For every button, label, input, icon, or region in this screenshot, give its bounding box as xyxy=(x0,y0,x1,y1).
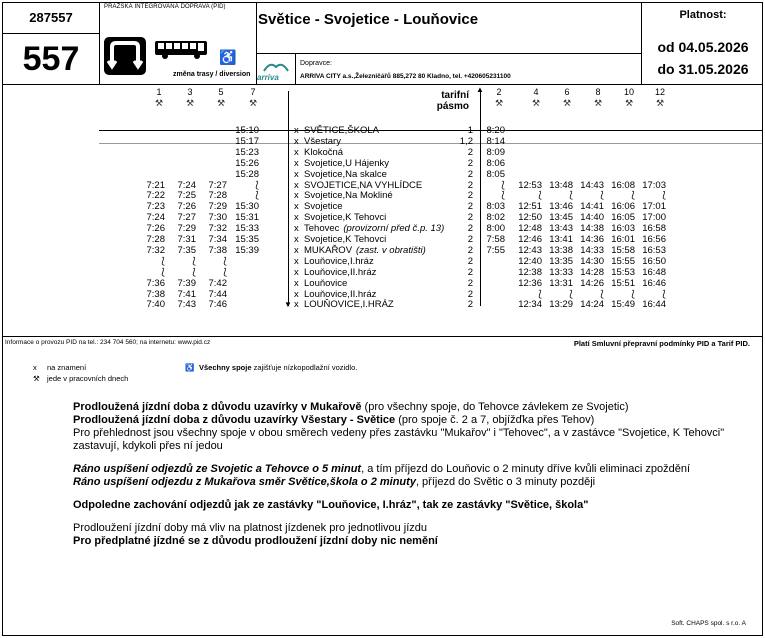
departure-time: 8:14 xyxy=(486,135,505,147)
departure-time: 7:43 xyxy=(177,299,196,311)
departure-time: 15:58 xyxy=(611,244,635,256)
departure-time: 15:28 xyxy=(235,168,259,180)
stop-name: Svojetice,U Hájenky xyxy=(304,157,390,169)
departure-time: 7:35 xyxy=(177,244,196,256)
tariff-zone: 2 xyxy=(467,190,473,202)
departure-time: 16:58 xyxy=(642,223,666,235)
departure-time: 15:31 xyxy=(235,212,259,224)
tariff-zone: 2 xyxy=(467,201,473,213)
diversion-logo-icon xyxy=(104,37,146,75)
departure-time: 12:53 xyxy=(518,179,542,191)
hammer-icon: ⚒ xyxy=(248,98,258,108)
request-stop-symbol: x xyxy=(294,146,299,158)
departure-time: 12:34 xyxy=(518,299,542,311)
info-line: Informace o provozu PID na tel.: 234 704 560; na internetu: www.pid.cz xyxy=(5,339,211,346)
departure-time: 7:24 xyxy=(177,179,196,191)
tariff-zone: 2 xyxy=(467,288,473,300)
departure-time: 7:26 xyxy=(146,223,165,235)
column-number: 7 xyxy=(250,87,256,97)
hammer-icon: ⚒ xyxy=(33,374,40,383)
request-stop-symbol: x xyxy=(294,190,299,202)
departure-time: ⟅ xyxy=(161,266,165,278)
divider xyxy=(295,53,296,85)
stop-name: Tehovec (provizorní před č.p. 13) xyxy=(304,223,445,235)
tariff-zone: 2 xyxy=(467,157,473,169)
bus-icon xyxy=(153,39,211,61)
column-number: 10 xyxy=(623,87,634,97)
departure-time: ⟅ xyxy=(501,190,505,202)
request-stop-symbol: x xyxy=(294,266,299,278)
hammer-icon: ⚒ xyxy=(185,98,195,108)
arrow-head-down-icon: ▼ xyxy=(284,300,292,310)
departure-time: ⟅ xyxy=(600,288,604,300)
tariff-zone: 2 xyxy=(467,212,473,224)
stop-name: Louňovice,I.hráz xyxy=(304,255,374,267)
direction-down-arrow xyxy=(288,91,289,306)
departure-time: 8:20 xyxy=(486,125,505,136)
departure-time: 7:27 xyxy=(177,212,196,224)
departure-time: 13:45 xyxy=(549,212,573,224)
stop-name: SVOJETICE,NA VYHLÍDCE xyxy=(304,179,423,191)
hammer-icon: ⚒ xyxy=(494,98,504,108)
departure-time: 12:48 xyxy=(518,223,542,235)
request-stop-symbol: x xyxy=(294,223,299,235)
divider xyxy=(99,3,100,85)
departure-time: 13:48 xyxy=(549,179,573,191)
tariff-zone: 2 xyxy=(467,179,473,191)
hammer-icon: ⚒ xyxy=(216,98,226,108)
stop-name: Klokočná xyxy=(304,146,344,158)
departure-time: 16:50 xyxy=(642,255,666,267)
request-stop-symbol: x xyxy=(294,288,299,300)
departure-time: 7:32 xyxy=(208,223,227,235)
departure-time: 14:24 xyxy=(580,299,604,311)
tariff-zone: 1,2 xyxy=(459,135,473,147)
departure-time: 7:31 xyxy=(177,234,196,245)
legend-workday xyxy=(33,374,128,383)
request-stop-symbol: x xyxy=(294,234,299,245)
departure-time: ⟅ xyxy=(662,190,666,202)
request-stop-symbol: x xyxy=(294,212,299,224)
zone-label: tarifní xyxy=(441,90,469,101)
legend-text: zajišťuje nízkopodlažní vozidlo. xyxy=(251,363,358,372)
column-number: 12 xyxy=(654,87,665,97)
tariff-zone: 2 xyxy=(467,255,473,267)
departure-time: ⟅ xyxy=(192,255,196,267)
departure-time: 16:06 xyxy=(611,201,635,213)
zone-label: pásmo xyxy=(436,101,469,112)
departure-time: ⟅ xyxy=(631,190,635,202)
validity-to: do 31.05.2026 xyxy=(657,61,749,77)
departure-time: 7:24 xyxy=(146,212,165,224)
note-text: , příjezd do Světic o 3 minuty později xyxy=(415,476,596,488)
request-stop-symbol: x xyxy=(294,255,299,267)
departure-time: 13:33 xyxy=(549,266,573,278)
departure-time: 7:55 xyxy=(486,244,505,256)
request-stop-symbol: x xyxy=(294,168,299,180)
carrier-label: Dopravce: xyxy=(300,60,332,67)
note-bold: Pro předplatné jízdné se z důvodu prodloužení jízdní doby nic nemění xyxy=(73,535,438,547)
departure-time: 13:38 xyxy=(549,244,573,256)
departure-time: 16:03 xyxy=(611,223,635,235)
departure-time: ⟅ xyxy=(161,255,165,267)
departure-time: ⟅ xyxy=(569,288,573,300)
departure-time: 12:51 xyxy=(518,201,542,213)
legend-low-floor xyxy=(185,363,357,372)
stop-note: (provizorní před č.p. 13) xyxy=(343,223,445,235)
departure-time: 8:06 xyxy=(486,157,505,169)
note-text: (pro všechny spoje, do Tehovce závlekem ze Svojetic) xyxy=(361,401,629,413)
stop-name: SVĚTICE,ŠKOLA xyxy=(304,125,379,136)
column-number: 1 xyxy=(156,87,162,97)
departure-time: 16:05 xyxy=(611,212,635,224)
departure-time: ⟅ xyxy=(255,190,259,202)
departure-time: 7:36 xyxy=(146,277,165,289)
tariff-zone: 1 xyxy=(467,125,473,136)
request-stop-symbol: x xyxy=(294,135,299,147)
hammer-icon: ⚒ xyxy=(593,98,603,108)
departure-time: 7:42 xyxy=(208,277,227,289)
departure-time: 15:30 xyxy=(235,201,259,213)
departure-time: 7:41 xyxy=(177,288,196,300)
departure-time: 7:30 xyxy=(208,212,227,224)
departure-time: 7:28 xyxy=(208,190,227,202)
note-bold: Prodloužená jízdní doba z důvodu uzavírky Všestary - Světice xyxy=(73,414,396,426)
stop-name: Svojetice,K Tehovci xyxy=(304,234,387,245)
departure-time: 16:01 xyxy=(611,234,635,245)
arrow-head-up-icon: ▲ xyxy=(476,85,484,94)
departure-time: 13:46 xyxy=(549,201,573,213)
departure-time: 12:43 xyxy=(518,244,542,256)
departure-time: ⟅ xyxy=(192,266,196,278)
departure-time: 7:46 xyxy=(208,299,227,311)
divider xyxy=(641,3,642,85)
request-stop-symbol: x xyxy=(294,299,299,311)
departure-time: 16:48 xyxy=(642,266,666,278)
column-number: 2 xyxy=(496,87,502,97)
departure-time: 15:53 xyxy=(611,266,635,278)
departure-time: ⟅ xyxy=(569,190,573,202)
request-stop-symbol: x xyxy=(294,244,299,256)
departure-time: 12:38 xyxy=(518,266,542,278)
departure-time: 14:40 xyxy=(580,212,604,224)
departure-time: 7:44 xyxy=(208,288,227,300)
departure-time: 14:41 xyxy=(580,201,604,213)
column-number: 8 xyxy=(595,87,601,97)
note-bold: Ráno uspíšení odjezdů ze Svojetic a Tehovce o 5 minut xyxy=(73,463,362,475)
departure-time: ⟅ xyxy=(538,190,542,202)
departure-time: ⟅ xyxy=(223,255,227,267)
departure-time: ⟅ xyxy=(501,179,505,191)
departure-time: ⟅ xyxy=(223,266,227,278)
departure-time: 8:02 xyxy=(486,212,505,224)
departure-time: 17:03 xyxy=(642,179,666,191)
departure-time: 7:26 xyxy=(177,201,196,213)
direction-up-arrow xyxy=(480,91,481,306)
note-text: , a tím příjezd do Louňovic o 2 minuty dříve kvůli eliminaci zpoždění xyxy=(361,463,691,475)
stop-name: MUKAŘOV (zast. v obratišti) xyxy=(304,244,426,256)
departure-time: 15:33 xyxy=(235,223,259,235)
departure-time: 14:36 xyxy=(580,234,604,245)
departure-time: 13:35 xyxy=(549,255,573,267)
column-number: 3 xyxy=(187,87,193,97)
departure-time: 8:03 xyxy=(486,201,505,213)
departure-time: 7:22 xyxy=(146,190,165,202)
stop-name: Svojetice xyxy=(304,201,343,213)
tariff-zone: 2 xyxy=(467,168,473,180)
stop-name: Louňovice,II.hráz xyxy=(304,266,377,278)
note-bold: Odpoledne zachování odjezdů jak ze zastávky "Louňovice, I.hráz", tak ze zastávky "Světice, škola" xyxy=(73,499,589,511)
note-bold: Prodloužená jízdní doba z důvodu uzavírky v Mukařově xyxy=(73,401,362,413)
departure-time: 13:31 xyxy=(549,277,573,289)
note-text: (pro spoje č. 2 a 7, objížďka přes Tehov) xyxy=(395,414,595,426)
departure-time: 15:17 xyxy=(235,135,259,147)
stop-name: Louňovice,II.hráz xyxy=(304,288,377,300)
stop-name: Všestary xyxy=(304,135,341,147)
tariff-zone: 2 xyxy=(467,146,473,158)
timetable-header-divider xyxy=(99,130,762,131)
wheelchair-icon: ♿ xyxy=(219,49,237,65)
stop-name: Svojetice,Na Mokliné xyxy=(304,190,393,202)
tariff-zone: 2 xyxy=(467,244,473,256)
departure-time: ⟅ xyxy=(600,190,604,202)
timetable xyxy=(3,85,762,337)
row-divider xyxy=(99,143,762,144)
departure-time: 16:44 xyxy=(642,299,666,311)
departure-time: 7:40 xyxy=(146,299,165,311)
legend-text: jede v pracovních dnech xyxy=(47,374,129,383)
timetable-sheet xyxy=(2,2,763,636)
note-text: Pro přehlednost jsou všechny spoje v obou směrech vedeny přes zastávku "Mukařov" i "Tehovec", a v zastávce "Svojetice, K Tehovci" zastavují, kdykoli přes ní jedou xyxy=(73,427,725,452)
departure-time: 17:00 xyxy=(642,212,666,224)
stop-name: Svojetice,K Tehovci xyxy=(304,212,387,224)
departure-time: 16:08 xyxy=(611,179,635,191)
legend-bold: Všechny spoje xyxy=(199,363,252,372)
departure-time: 8:00 xyxy=(486,223,505,235)
validity-from: od 04.05.2026 xyxy=(657,39,749,55)
hammer-icon: ⚒ xyxy=(154,98,164,108)
departure-time: 13:41 xyxy=(549,234,573,245)
departure-time: 7:28 xyxy=(146,234,165,245)
departure-time: 14:33 xyxy=(580,244,604,256)
hammer-icon: ⚒ xyxy=(562,98,572,108)
arriva-logo-text: arriva xyxy=(257,73,279,82)
departure-time: ⟅ xyxy=(631,288,635,300)
departure-time: 14:43 xyxy=(580,179,604,191)
departure-time: 7:38 xyxy=(208,244,227,256)
column-number: 4 xyxy=(533,87,539,97)
wheelchair-icon: ♿ xyxy=(185,363,195,372)
departure-time: 12:46 xyxy=(518,234,542,245)
stop-name: Louňovice xyxy=(304,277,348,289)
route-number: 557 xyxy=(3,33,99,85)
departure-time: 14:38 xyxy=(580,223,604,235)
validity-label: Platnost: xyxy=(679,9,727,21)
departure-time: 7:21 xyxy=(146,179,165,191)
column-number: 5 xyxy=(218,87,224,97)
departure-time: 15:35 xyxy=(235,234,259,245)
request-stop-symbol: x xyxy=(294,125,299,136)
note-bold: Ráno uspíšení odjezdu z Mukařova směr Světice,škola o 2 minuty xyxy=(73,476,416,488)
legend-request-stop xyxy=(33,363,86,372)
route-id: 287557 xyxy=(29,10,73,25)
request-stop-symbol: x xyxy=(33,363,37,372)
departure-time: 16:56 xyxy=(642,234,666,245)
header xyxy=(3,3,762,85)
departure-time: ⟅ xyxy=(538,288,542,300)
departure-time: 7:58 xyxy=(486,234,505,245)
departure-time: 7:25 xyxy=(177,190,196,202)
departure-time: 7:29 xyxy=(208,201,227,213)
departure-time: 7:39 xyxy=(177,277,196,289)
departure-time: ⟅ xyxy=(255,179,259,191)
divider xyxy=(256,53,641,54)
departure-time: 12:50 xyxy=(518,212,542,224)
stop-note: (zast. v obratišti) xyxy=(356,244,426,256)
departure-time: 15:10 xyxy=(235,125,259,136)
departure-time: 12:40 xyxy=(518,255,542,267)
request-stop-symbol: x xyxy=(294,157,299,169)
column-number: 6 xyxy=(564,87,570,97)
tariff-zone: 2 xyxy=(467,299,473,311)
departure-time: 14:26 xyxy=(580,277,604,289)
departure-time: 13:43 xyxy=(549,223,573,235)
stop-name: LOUŇOVICE,I.HRÁZ xyxy=(304,299,394,311)
departure-time: 7:32 xyxy=(146,244,165,256)
departure-time: 16:46 xyxy=(642,277,666,289)
notes xyxy=(73,401,763,558)
departure-time: 7:38 xyxy=(146,288,165,300)
legend-text: na znamení xyxy=(47,363,87,372)
note-text: Prodloužení jízdní doby má vliv na platnost jízdenek pro jednotlivou jízdu xyxy=(73,522,428,534)
diversion-label: změna trasy / diversion xyxy=(173,71,251,78)
departure-time: 15:51 xyxy=(611,277,635,289)
departure-time: 7:34 xyxy=(208,234,227,245)
pid-label: PRAŽSKÁ INTEGROVANÁ DOPRAVA (PID) xyxy=(104,4,226,10)
departure-time: 15:39 xyxy=(235,244,259,256)
hammer-icon: ⚒ xyxy=(655,98,665,108)
request-stop-symbol: x xyxy=(294,277,299,289)
request-stop-symbol: x xyxy=(294,201,299,213)
departure-time: 7:27 xyxy=(208,179,227,191)
departure-time: 7:23 xyxy=(146,201,165,213)
tariff-zone: 2 xyxy=(467,266,473,278)
contract-line: Platí Smluvní přepravní podmínky PID a Tarif PID. xyxy=(573,339,750,348)
software-credit: Soft. CHAPS spol. s r.o. A xyxy=(671,620,746,627)
departure-time: 8:09 xyxy=(486,146,505,158)
hammer-icon: ⚒ xyxy=(531,98,541,108)
stop-name: Svojetice,Na skalce xyxy=(304,168,387,180)
departure-time: 17:01 xyxy=(642,201,666,213)
departure-time: 16:53 xyxy=(642,244,666,256)
departure-time: 14:28 xyxy=(580,266,604,278)
carrier-info: ARRIVA CITY a.s.,Železničářů 885,272 80 Kladno, tel. +420605231100 xyxy=(300,73,511,80)
tariff-zone: 2 xyxy=(467,234,473,245)
departure-time: ⟅ xyxy=(662,288,666,300)
departure-time: 15:49 xyxy=(611,299,635,311)
departure-time: 7:29 xyxy=(177,223,196,235)
tariff-zone: 2 xyxy=(467,277,473,289)
departure-time: 8:05 xyxy=(486,168,505,180)
departure-time: 12:36 xyxy=(518,277,542,289)
departure-time: 14:30 xyxy=(580,255,604,267)
hammer-icon: ⚒ xyxy=(624,98,634,108)
departure-time: 13:29 xyxy=(549,299,573,311)
departure-time: 15:23 xyxy=(235,146,259,158)
departure-time: 15:55 xyxy=(611,255,635,267)
route-title: Světice - Svojetice - Louňovice xyxy=(258,11,479,28)
request-stop-symbol: x xyxy=(294,179,299,191)
tariff-zone: 2 xyxy=(467,223,473,235)
departure-time: 15:26 xyxy=(235,157,259,169)
